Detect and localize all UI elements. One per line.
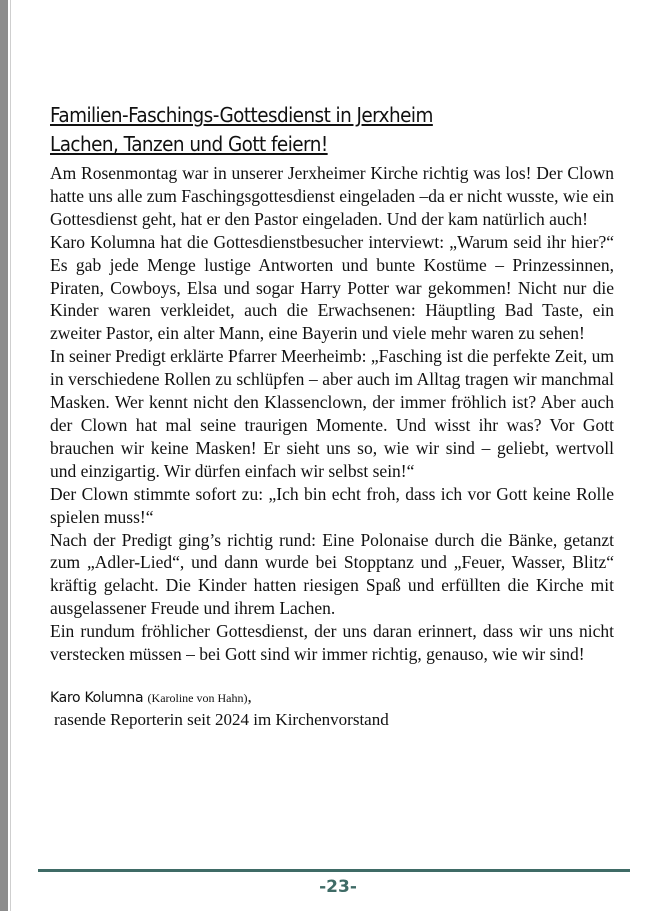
article-title-line2: Lachen, Tanzen und Gott feiern! [50,132,328,156]
signature-line1 [50,686,614,709]
signature [50,686,614,731]
paragraph-1: Am Rosenmontag war in unserer Jerxheimer Kirche richtig was los! Der Clown hatte uns alle zum Faschingsgottesdienst eingeladen –da er nicht wusste, wie ein Gottesdienst geht, hat er den Pastor eingeladen. Und der kam natürlich auch! [50,163,614,229]
author-fullname: (Karoline von Hahn) [147,690,248,705]
author-role: rasende Reporterin seit 2024 im Kirchenvorstand [54,709,389,729]
paragraph-2: Karo Kolumna hat die Gottesdienstbesucher interviewt: „Warum seid ihr hier?“ Es gab jede Menge lustige Antworten und bunte Kostüme – Prinzessinnen, Piraten, Cowboys, Elsa und sogar Harry Potter war gekommen! Nicht nur die Kinder waren verkleidet, auch die Erwachsenen: Häuptling Bad Taste, ein zweiter Pastor, ein alter Mann, eine Bayerin und viele mehr waren zu sehen! [50,231,614,344]
paragraph-5: Nach der Predigt ging’s richtig rund: Eine Polonaise durch die Bänke, getanzt zum „Adler-Lied“, und dann wurde bei Stopptanz und „Feuer, Wasser, Blitz“ kräftig gelacht. Die Kinder hatten riesigen Spaß und erfüllten die Kirche mit ausgelassener Freude und ihrem Lachen. [50,529,614,619]
page-edge-bar [0,0,8,911]
paragraph-4: Der Clown stimmte sofort zu: „Ich bin echt froh, dass ich vor Gott keine Rolle spielen muss!“ [50,483,614,527]
article-title-line1: Familien-Faschings-Gottesdienst in Jerxheim [50,103,433,127]
paragraph-6: Ein rundum fröhlicher Gottesdienst, der uns daran erinnert, dass wir uns nicht verstecken müssen – bei Gott sind wir immer richtig, genauso, wie wir sind! [50,621,614,665]
page-number: -23- [319,877,357,897]
article [50,101,614,731]
paragraph-3: In seiner Predigt erklärte Pfarrer Meerheimb: „Fasching ist die perfekte Zeit, um in verschiedene Rollen zu schlüpfen – aber auch im Alltag tragen wir manchmal Masken. Wer kennt nicht den Klassenclown, der immer fröhlich ist? Aber auch der Clown hat mal seine traurigen Momente. Und wisst ihr was? Vor Gott brauchen wir keine Masken! Er sieht uns so, wie wir sind – geliebt, wertvoll und einzigartig. Wir dürfen einfach wir selbst sein!“ [50,346,614,481]
footer-divider [38,869,630,872]
author-name: Karo Kolumna [50,689,144,706]
page-edge-line [10,0,11,911]
article-body [50,162,614,666]
signature-comma: , [247,686,252,706]
